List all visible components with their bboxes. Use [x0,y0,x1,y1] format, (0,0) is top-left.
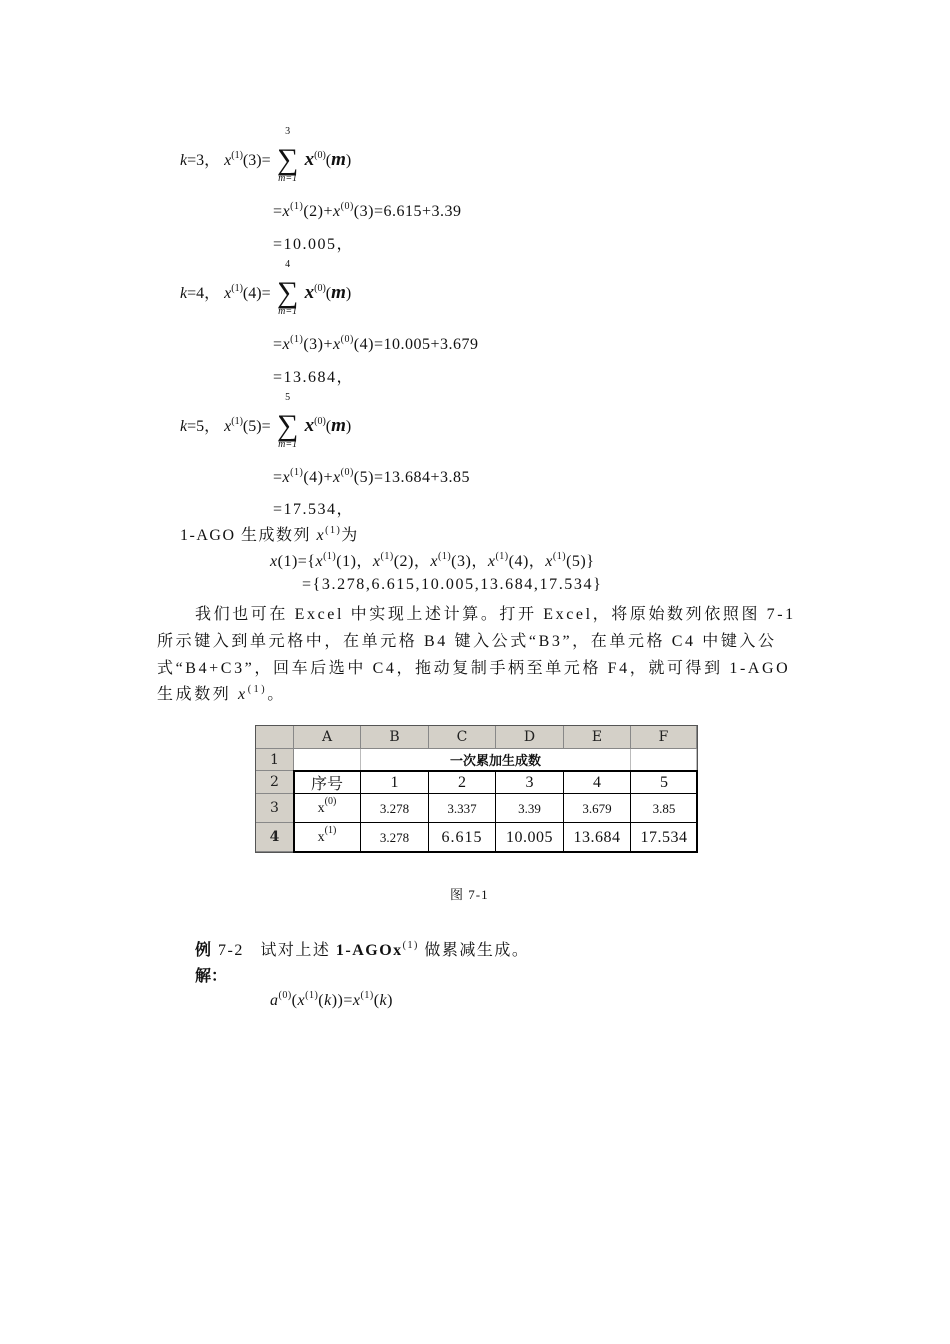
k3-step1: $=x^{(1)}(2)+x^{(0)}(3)=6.615+3.39$ [273,201,462,220]
cell-c4: 6.615 [429,823,496,852]
cell-a2: 序号 [294,771,361,794]
cell-d2: 3 [496,771,564,794]
solution-label: 解： [195,968,228,985]
col-header-a: A [294,726,361,749]
paragraph-line-3: 式“B4+C3”，回车后选中 C4，拖动复制手柄至单元格 F4，就可得到 1-AGO [157,660,791,677]
cell-c2: 2 [429,771,496,794]
col-header-c: C [429,726,496,749]
corner-cell [256,726,294,749]
row-header-1: 1 [256,749,294,771]
cell-f4: 17.534 [640,828,688,846]
cell-b4: 3.278 [361,823,429,852]
cell-c3: 3.337 [429,794,496,823]
k5-step1: $=x^{(1)}(4)+x^{(0)}(5)=13.684+3.85$ [273,467,470,486]
cell-a1 [294,749,361,771]
sum-symbol: 4 ∑ m=1 [276,259,299,317]
spreadsheet-figure [255,725,698,853]
cell-e4: 13.684 [564,823,631,852]
ago-label: 1-AGO 生成数列 $x^{(1)}$为 [180,525,359,544]
k3-result: =10.005， [273,236,355,253]
k4-line: k=4， $x^{(1)}(4)=$ 4 ∑ m=1 $x^{(0)}(m)$ [180,259,352,317]
col-header-f: F [631,726,697,749]
figure-caption: 图 7-1 [450,887,489,902]
example-heading: 例 7-2 试对上述 1-AGOx$^{(1)}$ 做累减生成。 [195,940,530,959]
sum-symbol: 5 ∑ m=1 [276,392,299,450]
sheet-title: 一次累加生成数 [361,749,631,771]
cell-a3: x $^{(0)}$ [294,794,361,823]
cell-b2: 1 [361,771,429,794]
row-header-2: 2 [256,771,294,794]
cell-b3: 3.278 [361,794,429,823]
cell-d3: 3.39 [496,794,564,823]
cell-f3: 3.85 [652,800,676,816]
paragraph-line-4: 生成数列 $x^{(1)}$。 [157,684,286,703]
ago-values: ={3.278,6.615,10.005,13.684,17.534} [302,576,603,593]
k5-line: k=5， $x^{(1)}(5)=$ 5 ∑ m=1 $x^{(0)}(m)$ [180,392,352,450]
paragraph-line-1: 我们也可在 Excel 中实现上述计算。打开 Excel，将原始数列依照图 7-1 [195,606,796,623]
cell-e2: 4 [564,771,631,794]
cell-f2: 5 [660,773,668,791]
cell-d4: 10.005 [496,823,564,852]
k4-result: =13.684， [273,369,355,386]
col-header-d: D [496,726,564,749]
paragraph-line-2: 所示键入到单元格中，在单元格 B4 键入公式“B3”，在单元格 C4 中键入公 [157,633,777,650]
final-equation: $a^{(0)}(x^{(1)}(k))=x^{(1)}(k)$ [270,990,393,1009]
col-header-b: B [361,726,429,749]
k4-step1: $=x^{(1)}(3)+x^{(0)}(4)=10.005+3.679$ [273,334,479,353]
cell-a4: x $^{(1)}$ [294,823,361,852]
row-header-4: 4 [256,823,294,852]
k5-result: =17.534， [273,501,355,518]
row-header-3: 3 [256,794,294,823]
col-header-e: E [564,726,631,749]
ago-sequence: $x(1)=\{x^{(1)}(1)$，$x^{(1)}(2)$，$x^{(1)}(3)$，$x^{(1)}(4)$，$x^{(1)}(5)$} [270,551,595,570]
k3-line: k=3， $x^{(1)}(3)=$ 3 ∑ m=1 $x^{(0)}(m)$ [180,126,352,184]
cell-f1 [631,749,697,771]
sum-symbol: 3 ∑ m=1 [276,126,299,184]
cell-e3: 3.679 [564,794,631,823]
